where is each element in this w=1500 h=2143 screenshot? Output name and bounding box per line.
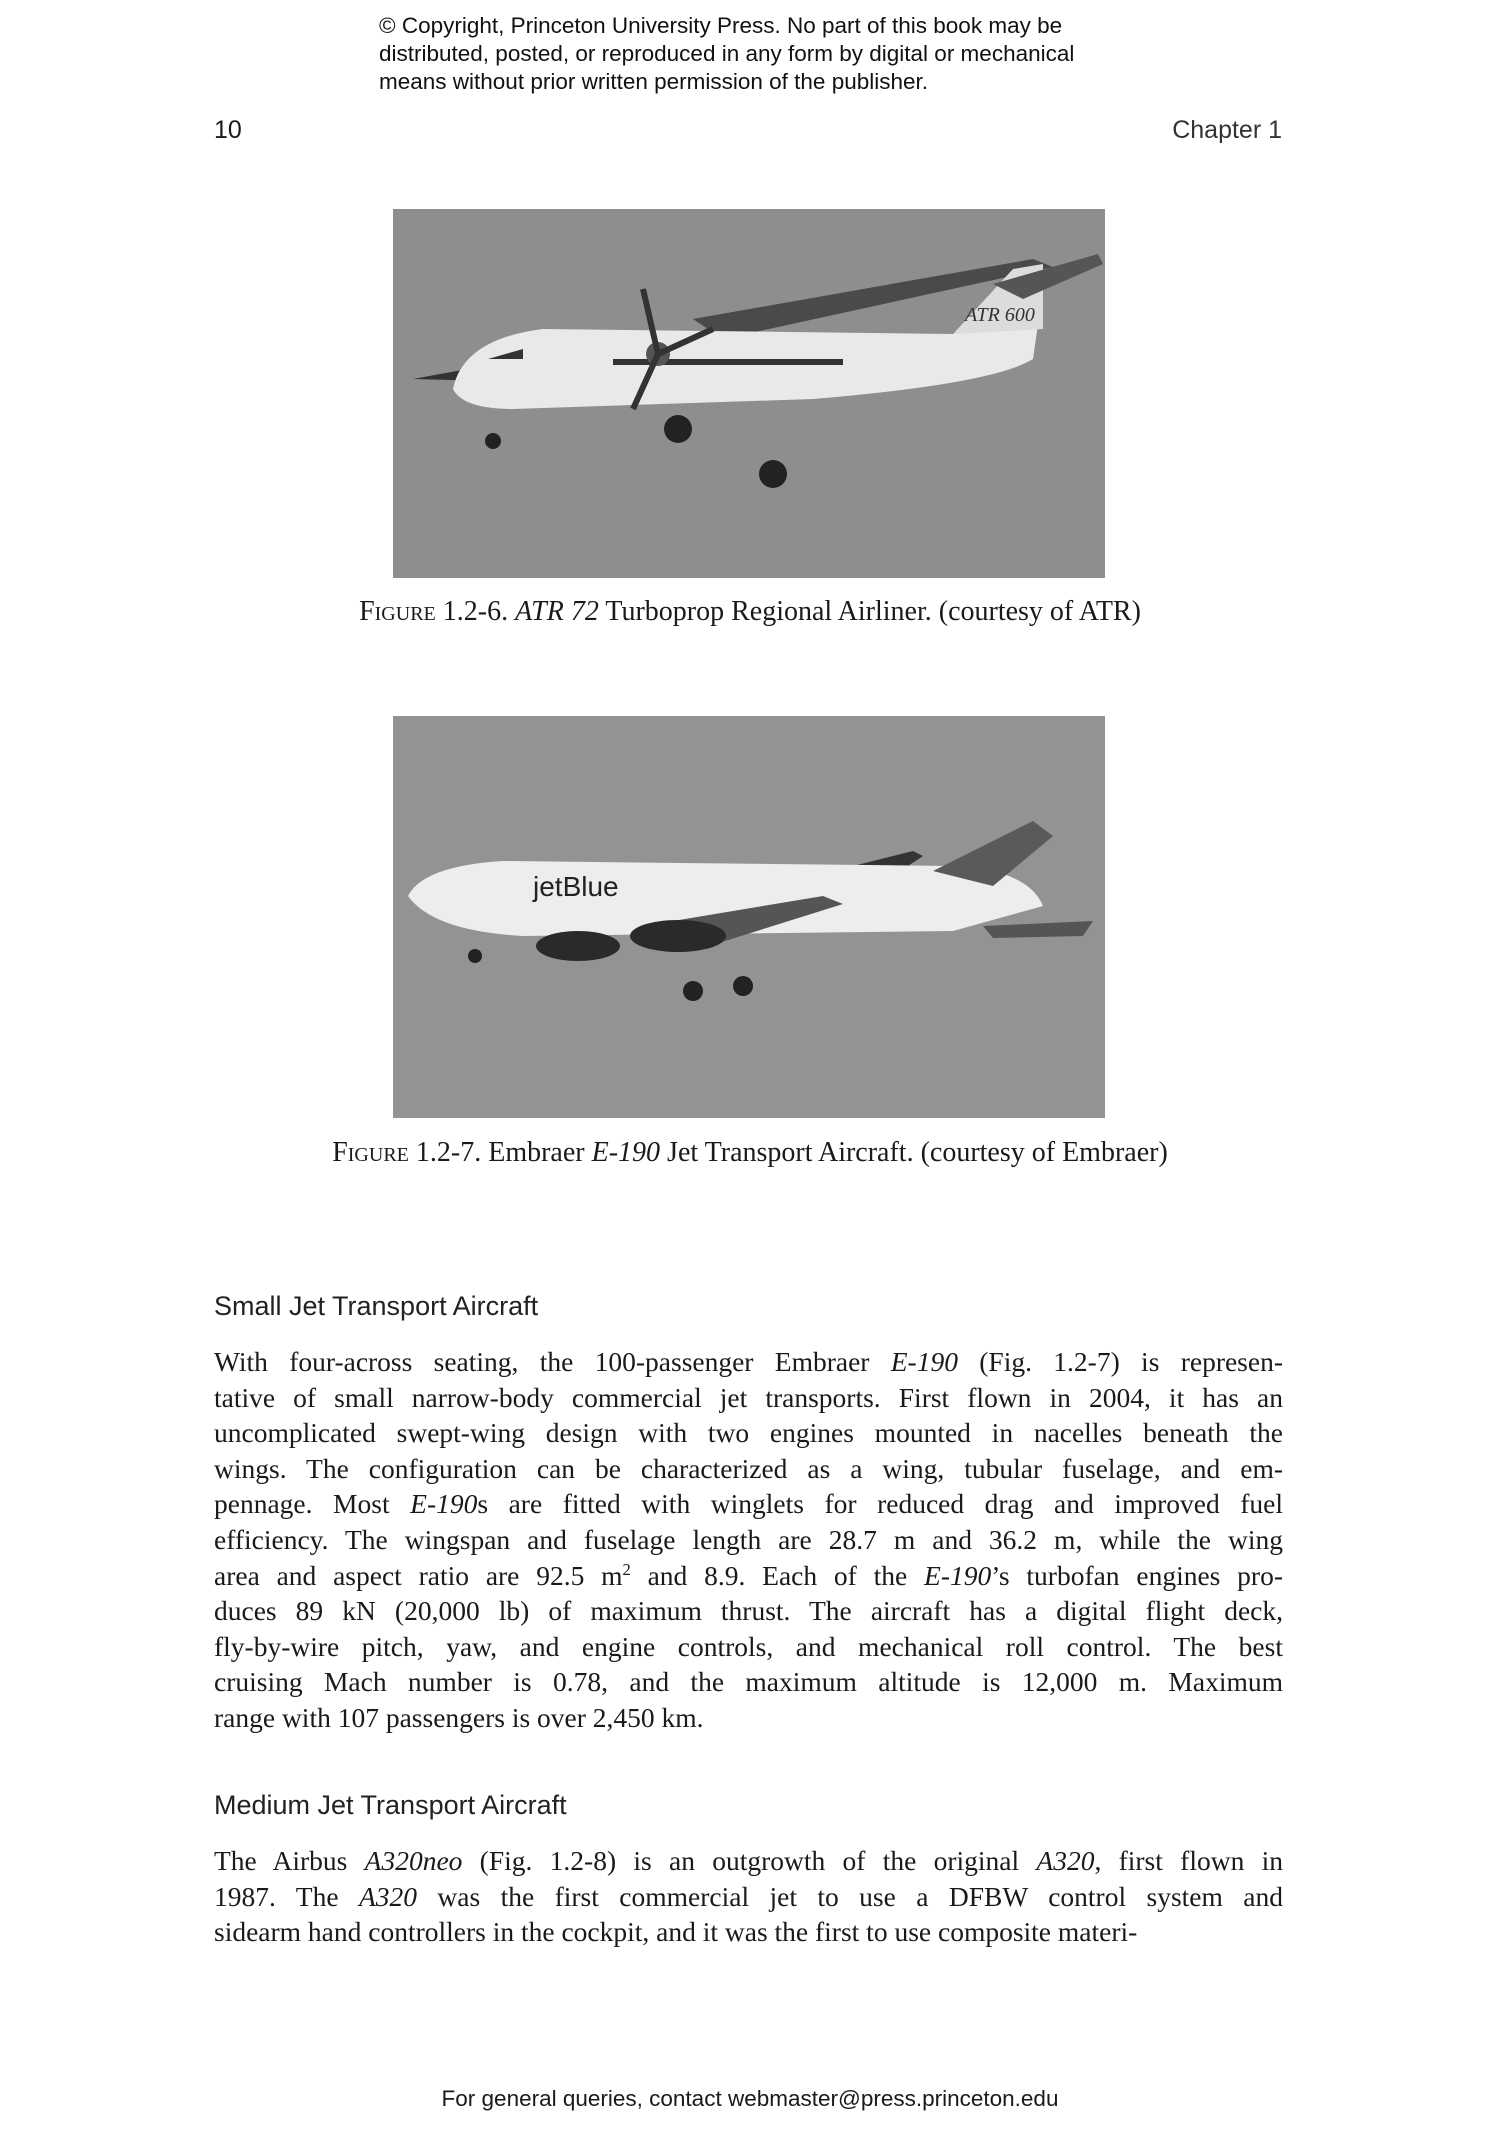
text-run: uncomplicated swept-wing design with two engines mounted in nacelles beneath the xyxy=(214,1417,1283,1449)
running-head: Chapter 1 xyxy=(1172,116,1282,144)
text-line xyxy=(214,1843,1283,1879)
italic-term: E-190 xyxy=(410,1488,478,1520)
text-line xyxy=(214,1415,1283,1451)
text-run: was the first commercial jet to use a DFBW control system and xyxy=(417,1880,1284,1912)
text-run: wings. The configuration can be characterized as a wing, tubular fuselage, and em- xyxy=(214,1452,1283,1484)
figure-caption xyxy=(0,596,1500,628)
superscript: 2 xyxy=(622,1559,631,1579)
copyright-line: © Copyright, Princeton University Press. No part of this book may be xyxy=(379,13,1063,38)
text-line xyxy=(214,1914,1283,1950)
text-line xyxy=(214,1558,1283,1594)
copyright-line: distributed, posted, or reproduced in any form by digital or mechanical xyxy=(379,41,1075,66)
section-paragraph xyxy=(214,1843,1283,1950)
text-run: , first flown in xyxy=(1094,1845,1283,1876)
italic-term: A320neo xyxy=(364,1845,463,1876)
text-run: range with 107 passengers is over 2,450 km. xyxy=(214,1701,704,1733)
text-run: pennage. Most xyxy=(214,1488,411,1520)
figure-number: 1.2-7. Embraer xyxy=(408,1137,592,1168)
text-line xyxy=(214,1879,1283,1915)
text-run: area and aspect ratio are 92.5 m xyxy=(214,1559,623,1591)
figure-atr72-photo xyxy=(393,209,1105,578)
text-line xyxy=(214,1344,1283,1380)
text-run: (Fig. 1.2-7) is represen- xyxy=(957,1346,1283,1377)
italic-term: A320 xyxy=(1036,1845,1095,1876)
text-line xyxy=(214,1380,1283,1416)
text-line xyxy=(214,1664,1283,1700)
jetblue-logo-text: jetBlue xyxy=(533,871,619,902)
text-run: With four-across seating, the 100-passenger Embraer xyxy=(214,1346,891,1377)
text-run: (Fig. 1.2-8) is an outgrowth of the original xyxy=(462,1845,1037,1876)
section-heading: Small Jet Transport Aircraft xyxy=(214,1291,539,1321)
figure-label: Figure xyxy=(332,1137,409,1168)
aircraft-name: ATR 72 xyxy=(515,596,599,627)
figure-label: Figure xyxy=(359,596,436,627)
italic-term: E-190 xyxy=(924,1559,992,1591)
text-line xyxy=(214,1629,1283,1665)
atr-logo-text: ATR 600 xyxy=(965,304,1035,326)
jet-airplane-image xyxy=(393,716,1105,1118)
footer-contact: For general queries, contact webmaster@press.princeton.edu xyxy=(441,2086,1059,2111)
text-line xyxy=(214,1700,1283,1736)
section-paragraph xyxy=(214,1344,1283,1736)
aircraft-name: E-190 xyxy=(591,1137,661,1168)
text-run: duces 89 kN (20,000 lb) of maximum thrust. The aircraft has a digital flight deck, xyxy=(214,1595,1283,1627)
italic-term: A320 xyxy=(358,1880,418,1912)
figure-e190-photo xyxy=(393,716,1105,1118)
text-run: tative of small narrow-body commercial jet transports. First flown in 2004, it has an xyxy=(214,1381,1283,1413)
italic-term: E-190 xyxy=(890,1346,958,1377)
copyright-notice xyxy=(379,12,1074,96)
text-run: cruising Mach number is 0.78, and the maximum altitude is 12,000 m. Maximum xyxy=(214,1666,1283,1698)
figure-number: 1.2-6. xyxy=(435,596,516,627)
text-run: s are fitted with winglets for reduced drag and improved fuel xyxy=(477,1488,1283,1520)
text-run: efficiency. The wingspan and fuselage length are 28.7 m and 36.2 m, while the wing xyxy=(214,1523,1283,1555)
text-run: ’s turbofan engines pro- xyxy=(991,1559,1283,1591)
text-line xyxy=(214,1486,1283,1522)
text-run: and 8.9. Each of the xyxy=(630,1559,925,1591)
figure-caption xyxy=(0,1137,1500,1169)
text-run: sidearm hand controllers in the cockpit, and it was the first to use composite materi- xyxy=(214,1916,1138,1948)
page-number: 10 xyxy=(214,116,242,144)
text-run: 1987. The xyxy=(214,1880,359,1912)
caption-text: Jet Transport Aircraft. (courtesy of Embraer) xyxy=(660,1137,1168,1168)
text-line xyxy=(214,1522,1283,1558)
turboprop-airplane-image xyxy=(393,209,1105,578)
text-run: The Airbus xyxy=(214,1845,365,1876)
section-heading: Medium Jet Transport Aircraft xyxy=(214,1790,567,1820)
copyright-line: means without prior written permission of the publisher. xyxy=(379,69,929,94)
text-line xyxy=(214,1593,1283,1629)
text-line xyxy=(214,1451,1283,1487)
caption-text: Turboprop Regional Airliner. (courtesy of ATR) xyxy=(598,596,1141,627)
text-run: fly-by-wire pitch, yaw, and engine controls, and mechanical roll control. The best xyxy=(214,1630,1283,1662)
